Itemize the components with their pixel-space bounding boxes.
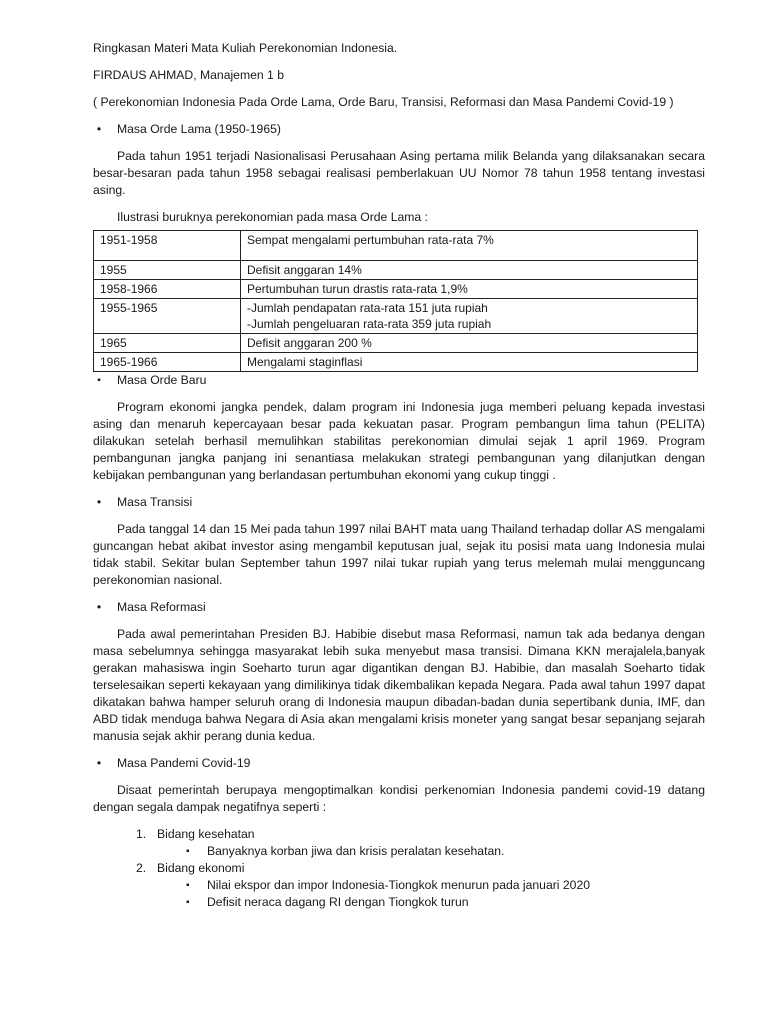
list-number: 1. [136,827,147,841]
sub-list [93,843,705,860]
table-cell-description [241,299,698,334]
sub-list-item [93,843,705,860]
square-bullet-icon: ▪ [186,846,190,857]
table-cell-description: Pertumbuhan turun drastis rata-rata 1,9% [241,280,698,299]
author-line: FIRDAUS AHMAD, Manajemen 1 b [93,68,285,82]
section-heading-text: Masa Pandemi Covid-19 [117,756,251,770]
paragraph-orde-lama: Pada tahun 1951 terjadi Nasionalisasi Perusahaan Asing pertama milik Belanda yang dilaksanakan secara besar-besaran pada tahun 1958 sebagai realisasi pemberlakuan UU Nomor 78 tahun 1958 tentang investasi asing. [93,149,705,197]
table-cell-description: Defisit anggaran 200 % [241,334,698,353]
table-cell-period: 1955 [94,261,241,280]
table-row [94,299,698,334]
sub-list-item-text: Banyaknya korban jiwa dan krisis peralatan kesehatan. [207,844,505,858]
bullet-icon: • [96,756,102,770]
table-cell-description: Mengalami staginflasi [241,353,698,372]
table-row [94,353,698,372]
impact-list [93,826,705,911]
section-heading-orde-baru [93,372,705,389]
table-cell-period: 1965-1966 [94,353,241,372]
list-item [93,826,705,860]
table-cell-period: 1951-1958 [94,231,241,261]
table-row [94,334,698,353]
list-item-label: Bidang ekonomi [157,861,245,875]
sub-list [93,877,705,911]
table-cell-line: -Jumlah pengeluaran rata-rata 359 juta rupiah [247,317,492,331]
table-row [94,261,698,280]
table-cell-description: Sempat mengalami pertumbuhan rata-rata 7% [241,231,698,261]
document-title: Ringkasan Materi Mata Kuliah Perekonomian Indonesia. [93,41,398,55]
paragraph-reformasi: Pada awal pemerintahan Presiden BJ. Habibie disebut masa Reformasi, namun tak ada bedanya dengan masa sebelumnya sehingga masyarakat lebih suka menyebut masa transisi. Dimana KKN merajalela,banyak gerakan mahasiswa ingin Soeharto turun agar digantikan dengan BJ. Habibie, dan masalah Soeharto tidak terselesaikan seperti kekayaan yang dimilikinya tidak dikembalikan kepada Negara. Pada awal tahun 1997 dapat dikatakan bahwa hamper seluruh orang di Indonesia maupun dibadan-badan dunia sepertibank dunia, IMF, dan ABD tidak menduga bahwa Negara di Asia akan mengalami krisis moneter yang sangat besar sepanjang sejarah manusia sejak akhir perang dunia kedua. [93,627,705,743]
bullet-icon: • [96,495,102,509]
paragraph-pandemi: Disaat pemerintah berupaya mengoptimalkan kondisi perkenomian Indonesia pandemi covid-19 datang dengan segala dampak negatifnya seperti : [93,783,705,814]
document-subtitle: ( Perekonomian Indonesia Pada Orde Lama, Orde Baru, Transisi, Reformasi dan Masa Pandemi Covid-19 ) [93,95,674,109]
square-bullet-icon: ▪ [186,897,190,908]
bullet-icon: • [96,122,102,136]
sub-list-item-text: Defisit neraca dagang RI dengan Tiongkok turun [207,895,469,909]
section-heading-transisi [93,494,705,511]
square-bullet-icon: ▪ [97,375,101,386]
section-heading-pandemi [93,755,705,772]
paragraph-orde-baru: Program ekonomi jangka pendek, dalam program ini Indonesia juga memberi peluang kepada investasi asing dan menaruh kepercayaan besar pada kekuatan pasar. Program pembangun lima tahun (PELITA) dilakukan setelah berhasil memulihkan stabilitas perekonomian dimulai sejak 1 april 1969. Program pembangunan jangka panjang ini senantiasa melakukan strategi pembangunan yang dilanjutkan dengan kebijakan pembangunan yang berlandasan pertumbuhan ekonomi yang cukup tinggi . [93,400,705,482]
section-heading-text: Masa Transisi [117,495,193,509]
table-row [94,280,698,299]
sub-list-item [93,877,705,894]
table-cell-period: 1958-1966 [94,280,241,299]
sub-list-item-text: Nilai ekspor dan impor Indonesia-Tiongkok menurun pada januari 2020 [207,878,591,892]
table-cell-description: Defisit anggaran 14% [241,261,698,280]
table-cell-line: -Jumlah pendapatan rata-rata 151 juta rupiah [247,301,488,315]
section-heading-text: Masa Orde Baru [117,373,207,387]
paragraph-transisi: Pada tanggal 14 dan 15 Mei pada tahun 1997 nilai BAHT mata uang Thailand terhadap dollar AS mengalami guncangan hebat akibat investor asing mengambil keputusan jual, sejak itu posisi mata uang Indonesia mulai tidak stabil. Sekitar bulan September tahun 1997 nilai tukar rupiah yang terus melemah mulai mengguncang perekonomian nasional. [93,522,705,587]
orde-lama-table [93,230,698,372]
section-heading-text: Masa Reformasi [117,600,206,614]
document-page [93,40,705,911]
section-heading-text: Masa Orde Lama (1950-1965) [117,122,281,136]
table-cell-period: 1965 [94,334,241,353]
section-heading-orde-lama [93,121,705,138]
table-row [94,231,698,261]
section-heading-reformasi [93,599,705,616]
sub-list-item [93,894,705,911]
square-bullet-icon: ▪ [186,880,190,891]
list-item [93,860,705,911]
bullet-icon: • [96,600,102,614]
table-caption: Ilustrasi buruknya perekonomian pada masa Orde Lama : [117,210,428,224]
list-item-label: Bidang kesehatan [157,827,255,841]
list-number: 2. [136,861,147,875]
table-cell-period: 1955-1965 [94,299,241,334]
